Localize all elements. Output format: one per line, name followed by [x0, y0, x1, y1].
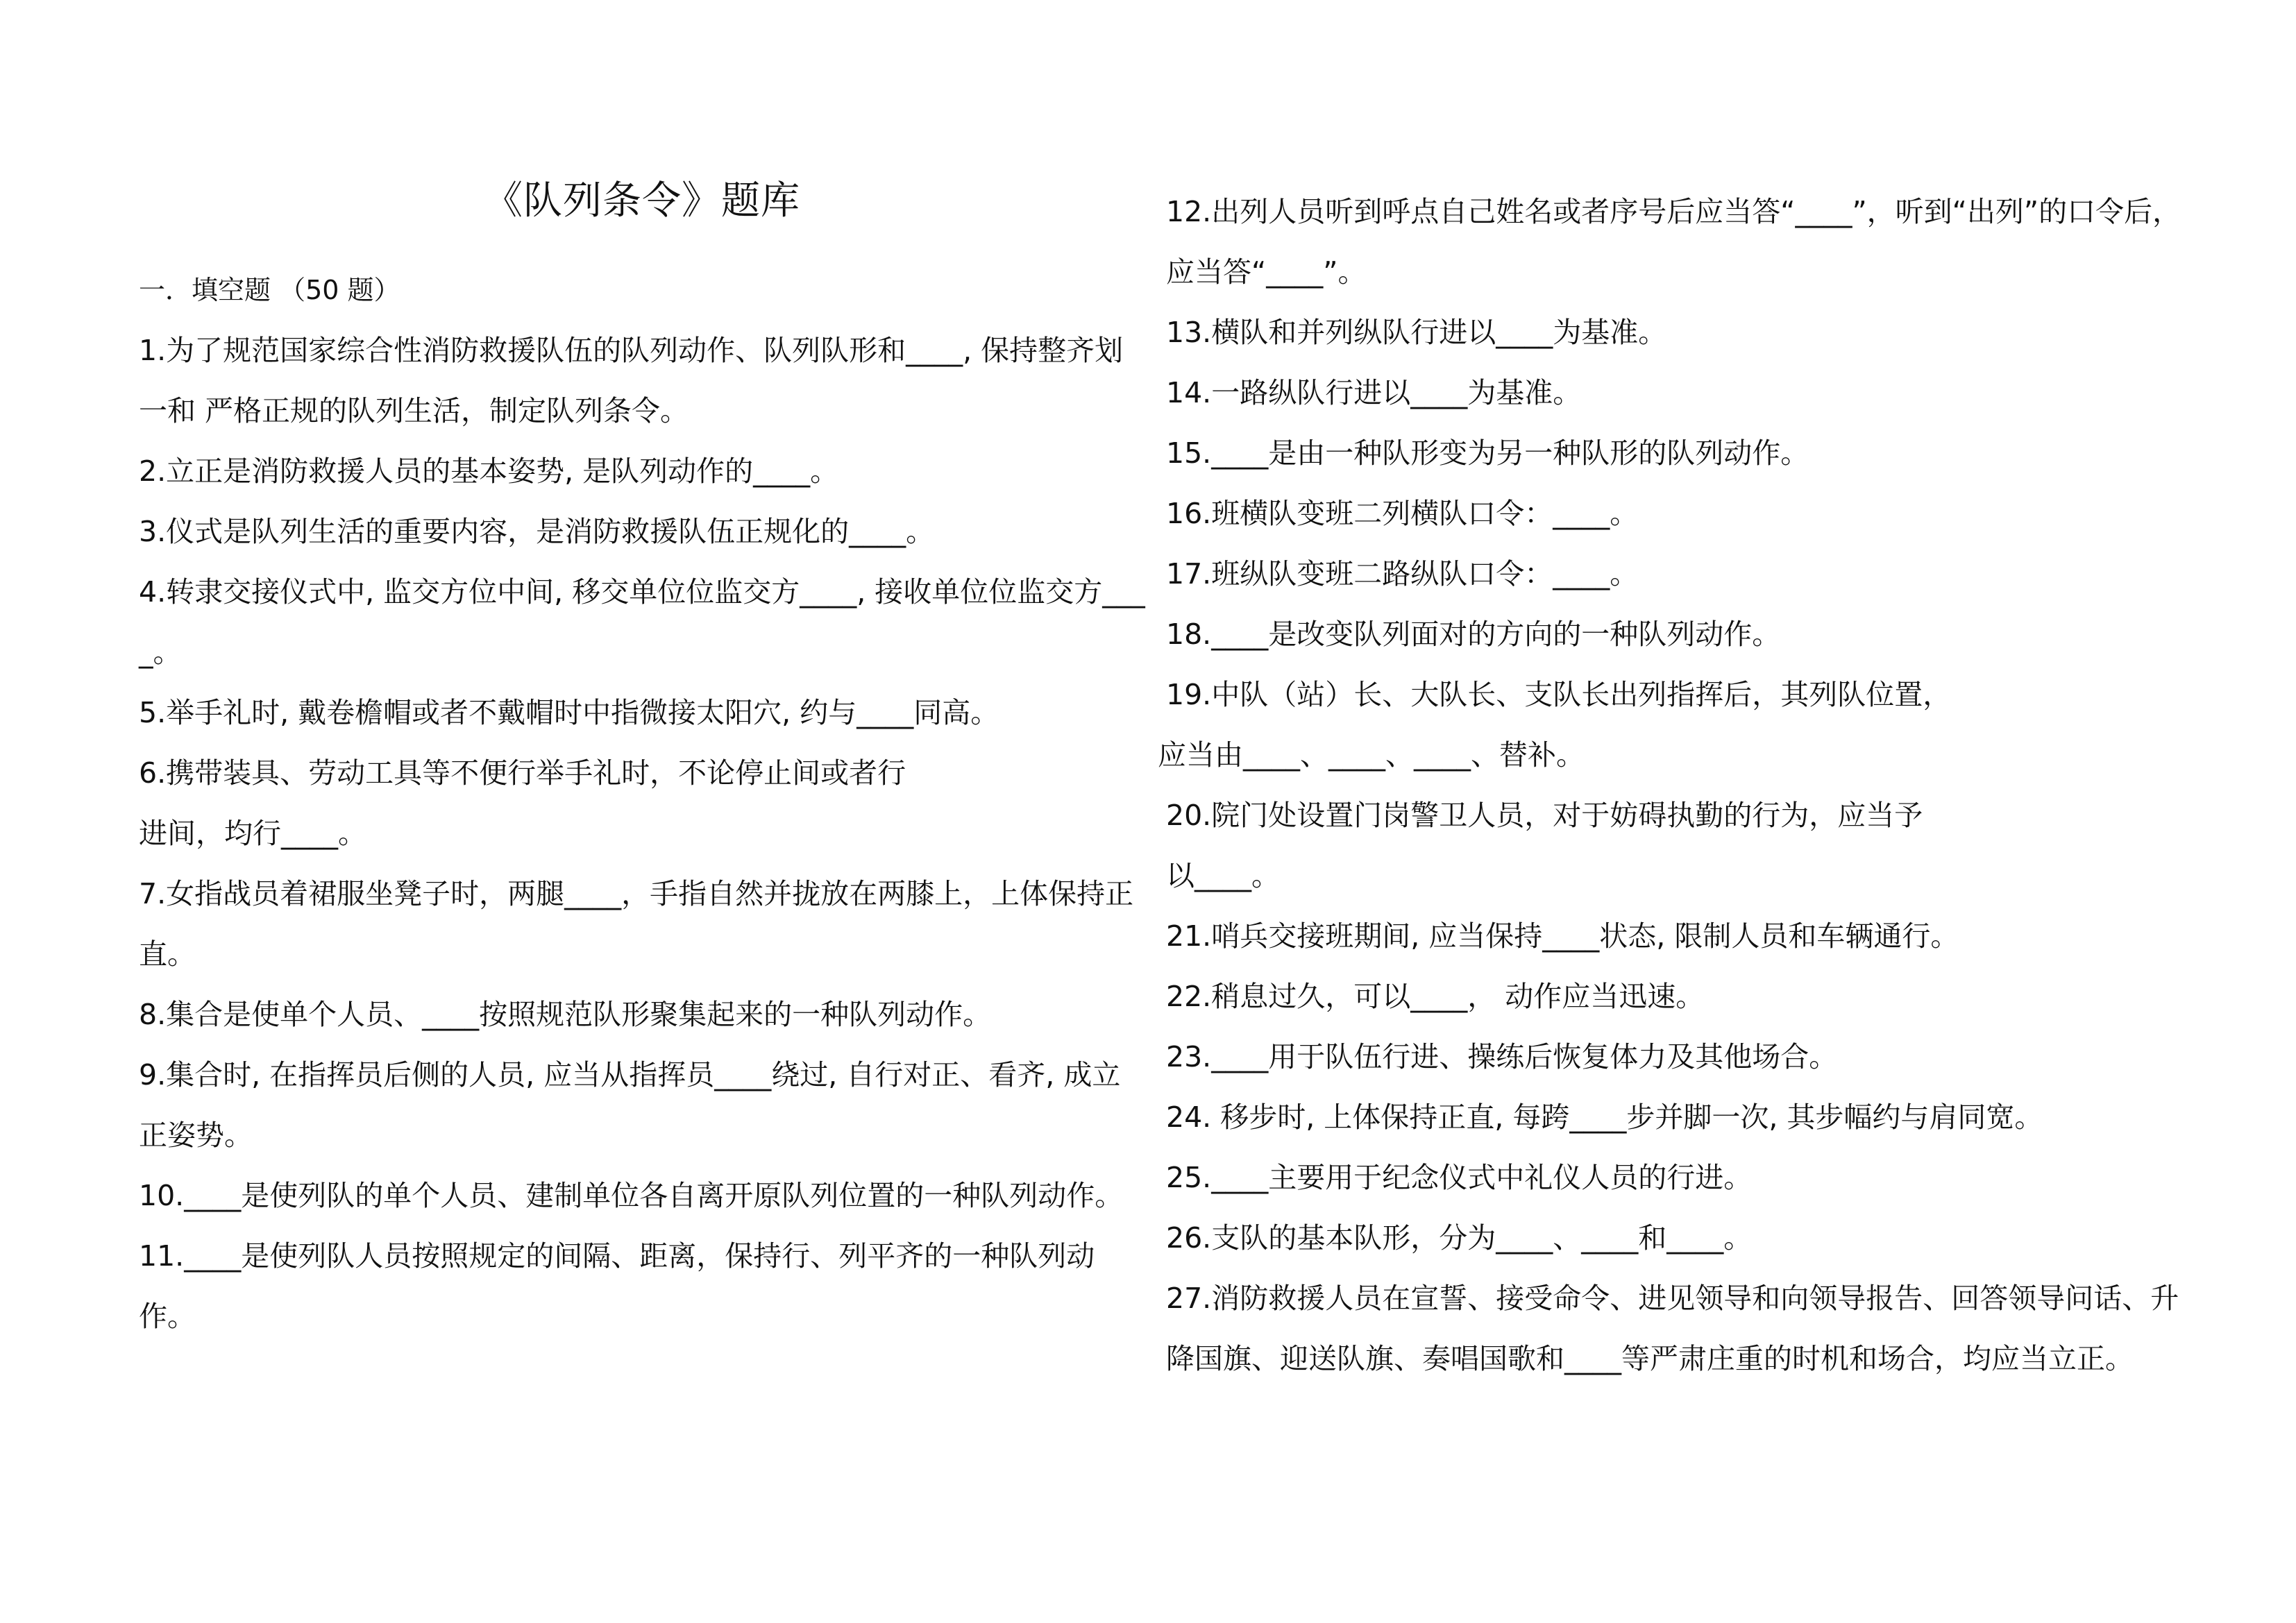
question-9: 9.集合时, 在指挥员后侧的人员, 应当从指挥员____绕过, 自行对正、看齐, 成立正姿势。 — [139, 1058, 1121, 1152]
question-13: 13.横队和并列纵队行进以____为基准。 — [1166, 316, 1667, 349]
question-22: 22.稍息过久，可以____， 动作应当迅速。 — [1166, 980, 1705, 1013]
section-heading: 一．填空题 （50 题） — [139, 275, 400, 305]
question-24: 24. 移步时, 上体保持正直, 每跨____步并脚一次, 其步幅约与肩同宽。 — [1166, 1101, 2043, 1134]
right-column — [1158, 182, 2186, 1389]
question-25: 25.____主要用于纪念仪式中礼仪人员的行进。 — [1166, 1161, 1753, 1194]
question-18: 18.____是改变队列面对的方向的一种队列动作。 — [1166, 618, 1781, 651]
question-8: 8.集合是使单个人员、____按照规范队形聚集起来的一种队列动作。 — [139, 998, 992, 1031]
question-10: 10.____是使列队的单个人员、建制单位各自离开原队列位置的一种队列动作。 — [139, 1179, 1124, 1212]
question-7: 7.女指战员着裙服坐凳子时，两腿____，手指自然并拢放在两膝上，上体保持正直。 — [139, 877, 1134, 971]
question-19-continuation: 应当由____、____、____、替补。 — [1158, 738, 1585, 772]
question-5: 5.举手礼时, 戴卷檐帽或者不戴帽时中指微接太阳穴, 约与____同高。 — [139, 696, 999, 729]
question-16: 16.班横队变班二列横队口令：____。 — [1166, 497, 1639, 530]
document-title: 《队列条令》题库 — [484, 178, 800, 223]
question-26: 26.支队的基本队形，分为____、____和____。 — [1166, 1221, 1753, 1255]
question-27: 27.消防救援人员在宣誓、接受命令、进见领导和向领导报告、回答领导问话、升降国旗、迎送队旗、奏唱国歌和____等严肃庄重的时机和场合，均应当立正。 — [1166, 1282, 2179, 1375]
left-column — [139, 260, 1145, 1347]
question-6: 6.携带装具、劳动工具等不便行举手礼时，不论停止间或者行 进间，均行____。 — [139, 756, 906, 850]
question-1: 1.为了规范国家综合性消防救援队伍的队列动作、队列队形和____, 保持整齐划一和 严格正规的队列生活，制定队列条令。 — [139, 334, 1124, 427]
question-4: 4.转隶交接仪式中, 监交方位中间, 移交单位位监交方____, 接收单位位监交方____。 — [139, 575, 1145, 669]
question-2: 2.立正是消防救援人员的基本姿势, 是队列动作的____。 — [139, 454, 839, 488]
question-11: 11.____是使列队人员按照规定的间隔、距离，保持行、列平齐的一种队列动作。 — [139, 1239, 1095, 1333]
question-17: 17.班纵队变班二路纵队口令：____。 — [1166, 557, 1639, 590]
question-23: 23.____用于队伍行进、操练后恢复体力及其他场合。 — [1166, 1040, 1838, 1073]
question-19: 19.中队（站）长、大队长、支队长出列指挥后，其列队位置， — [1166, 678, 1952, 711]
question-12: 12.出列人员听到呼点自己姓名或者序号后应当答“____”，听到“出列”的口令后，应当答“____”。 — [1166, 195, 2181, 289]
question-15: 15.____是由一种队形变为另一种队形的队列动作。 — [1166, 436, 1809, 470]
question-14: 14.一路纵队行进以____为基准。 — [1166, 376, 1582, 409]
question-21: 21.哨兵交接班期间, 应当保持____状态, 限制人员和车辆通行。 — [1166, 919, 1959, 953]
question-3: 3.仪式是队列生活的重要内容，是消防救援队伍正规化的____。 — [139, 515, 935, 548]
question-20: 20.院门处设置门岗警卫人员，对于妨碍执勤的行为，应当予 以____。 — [1166, 799, 1923, 892]
